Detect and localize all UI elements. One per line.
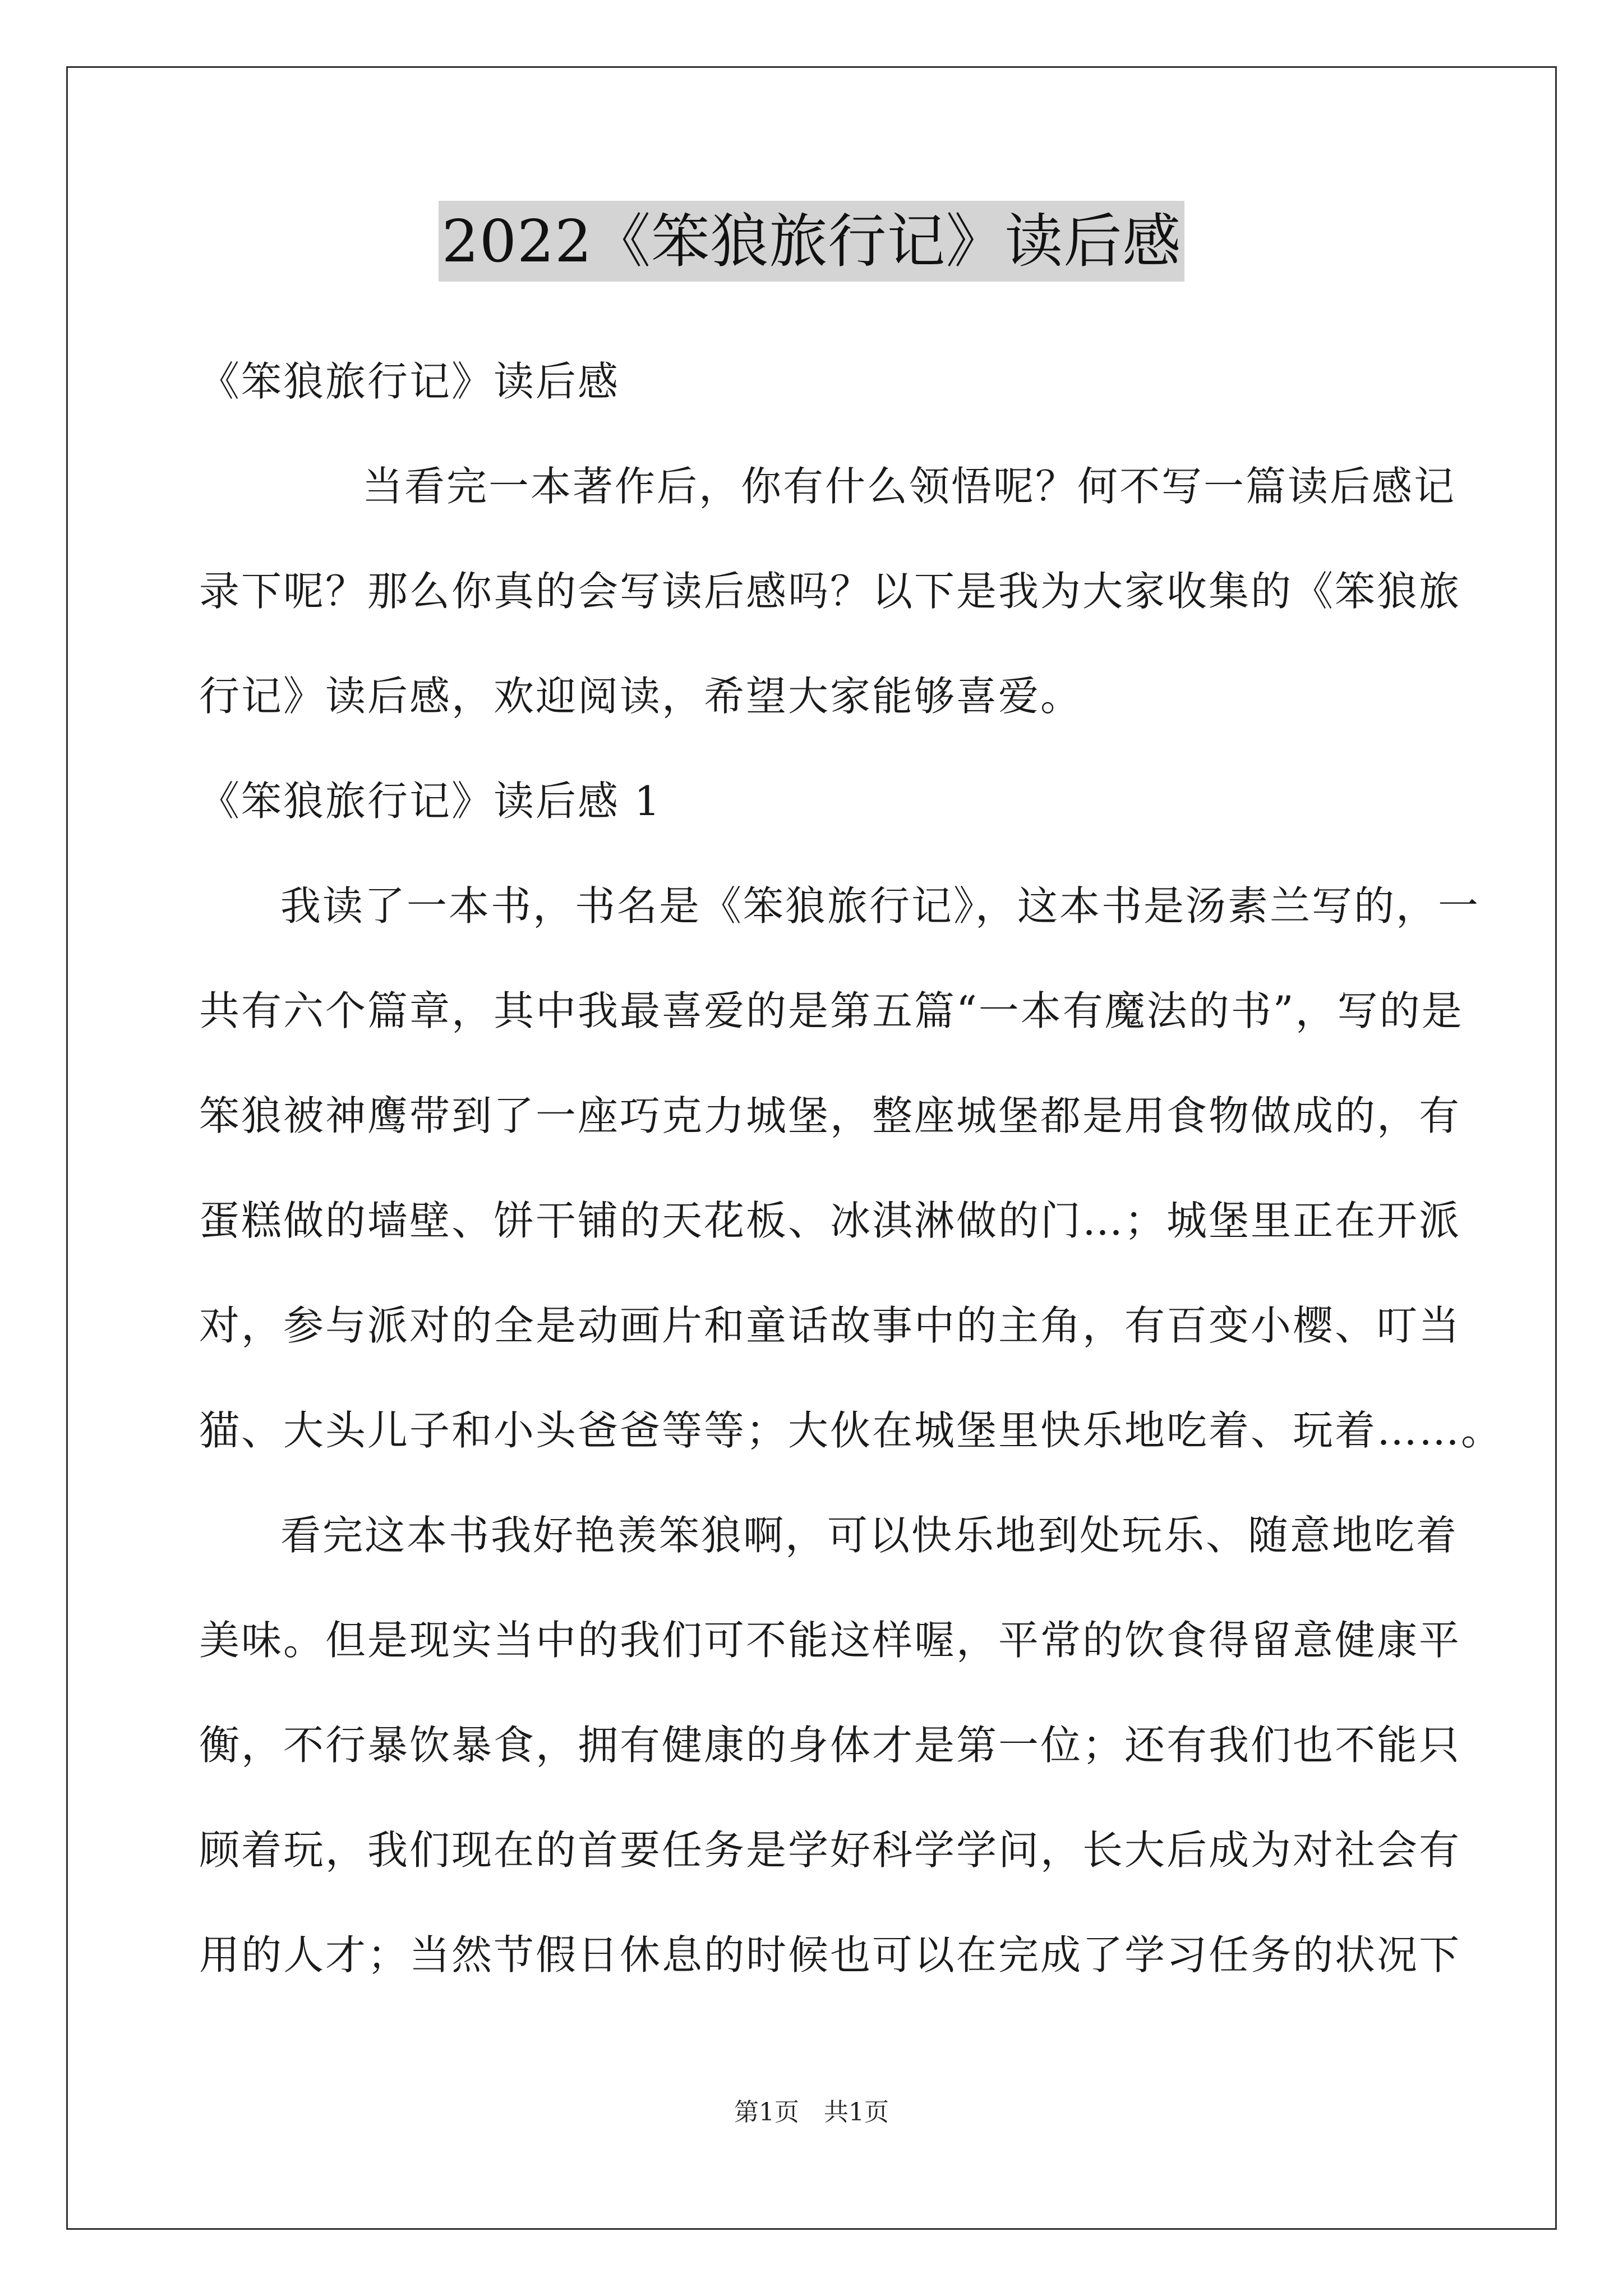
intro-line-2: 录下呢？那么你真的会写读后感吗？以下是我为大家收集的《笨狼旅 xyxy=(199,568,1461,615)
para2-line-3: 衡，不行暴饮暴食，拥有健康的身体才是第一位；还有我们也不能只 xyxy=(199,1722,1461,1769)
para2-line-5: 用的人才；当然节假日休息的时候也可以在完成了学习任务的状况下 xyxy=(199,1931,1461,1978)
para2-line-2: 美味。但是现实当中的我们可不能这样喔，平常的饮食得留意健康平 xyxy=(199,1617,1461,1664)
intro-line-3: 行记》读后感，欢迎阅读，希望大家能够喜爱。 xyxy=(199,673,1083,720)
para1-line-6: 猫、大头儿子和小头爸爸等等；大伙在城堡里快乐地吃着、玩着……。 xyxy=(199,1407,1504,1454)
para1-line-4: 蛋糕做的墙壁、饼干铺的天花板、冰淇淋做的门…；城堡里正在开派 xyxy=(199,1197,1461,1244)
title-wrapper xyxy=(0,201,1623,282)
para2-line-4: 顾着玩，我们现在的首要任务是学好科学学问，长大后成为对社会有 xyxy=(199,1826,1461,1874)
page-footer: 第1页 共1页 xyxy=(734,2098,889,2127)
para1-line-3: 笨狼被神鹰带到了一座巧克力城堡，整座城堡都是用食物做成的，有 xyxy=(199,1092,1461,1139)
para1-line-1: 我读了一本书，书名是《笨狼旅行记》，这本书是汤素兰写的，一 xyxy=(280,882,1481,930)
para1-line-5: 对，参与派对的全是动画片和童话故事中的主角，有百变小樱、叮当 xyxy=(199,1302,1461,1349)
intro-line-1: 当看完一本著作后，你有什么领悟呢？何不写一篇读后感记 xyxy=(362,463,1456,510)
subheading-1: 《笨狼旅行记》读后感 xyxy=(199,358,620,405)
para1-line-2: 共有六个篇章，其中我最喜爱的是第五篇“一本有魔法的书”，写的是 xyxy=(199,987,1464,1034)
para2-line-1: 看完这本书我好艳羡笨狼啊，可以快乐地到处玩乐、随意地吃着 xyxy=(280,1512,1459,1559)
subheading-2: 《笨狼旅行记》读后感 1 xyxy=(199,777,662,825)
document-title: 2022《笨狼旅行记》读后感 xyxy=(439,201,1185,282)
